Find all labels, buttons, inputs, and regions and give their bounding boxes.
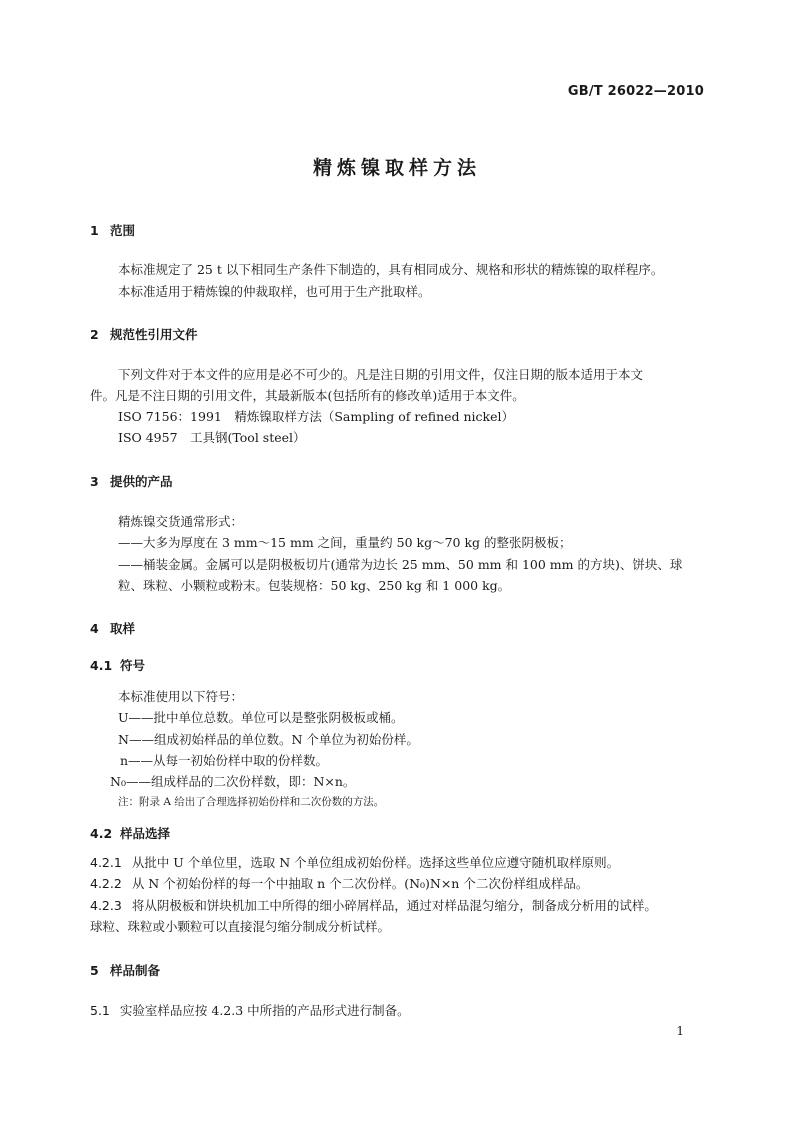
clause-text: 将从阴极板和饼块机加工中所得的细小碎屑样品，通过对样品混匀缩分，制备成分析用的试样。 [131, 898, 657, 913]
paragraph: 精炼镍交货通常形式： [118, 514, 244, 529]
clause-text: 从 N 个初始份样的每一个中抽取 n 个二次份样。(N₀)N×n 个二次份样组成样品。 [131, 876, 589, 891]
section-3-heading [90, 472, 173, 490]
clause-4-2-2 [90, 873, 706, 894]
clause-text: 从批中 U 个单位里，选取 N 个单位组成初始份样。选择这些单位应遵守随机取样原则。 [131, 855, 620, 870]
section-title: 范围 [110, 223, 136, 238]
section-5-heading [90, 961, 160, 979]
section-number: 2 [90, 327, 99, 342]
symbol-definition: n——从每一初始份样中取的份样数。 [120, 753, 329, 768]
section-number: 5 [90, 963, 99, 978]
clause-5-1 [90, 1000, 706, 1021]
section-1-heading [90, 221, 135, 239]
clause-4-2-3 [90, 895, 706, 916]
list-item: ——桶装金属。金属可以是阴极板切片(通常为边长 25 mm、50 mm 和 100 mm 的方块)、饼块、球 [118, 557, 683, 572]
subsection-title: 样品选择 [120, 826, 171, 841]
normative-reference: ISO 4957 工具钢(Tool steel） [118, 430, 306, 445]
page-number: 1 [676, 1024, 684, 1038]
subsection-title: 符号 [120, 658, 146, 673]
list-item: ——大多为厚度在 3 mm～15 mm 之间，重量约 50 kg～70 kg 的整张阴极板； [118, 535, 572, 550]
symbol-definition: U——批中单位总数。单位可以是整张阴极板或桶。 [118, 710, 404, 725]
note: 注：附录 A 给出了合理选择初始份样和二次份数的方法。 [118, 796, 385, 808]
section-4-heading [90, 619, 135, 637]
normative-reference: ISO 7156：1991 精炼镍取样方法（Sampling of refined nickel） [118, 409, 515, 424]
section-title: 规范性引用文件 [110, 327, 198, 342]
section-title: 样品制备 [110, 963, 161, 978]
paragraph: 本标准适用于精炼镍的仲裁取样，也可用于生产批取样。 [118, 284, 431, 299]
symbol-definition: N₀——组成样品的二次份样数，即：N×n。 [110, 774, 356, 789]
subsection-number: 4.1 [90, 658, 113, 673]
document-title: 精炼镍取样方法 [312, 157, 481, 179]
clause-number: 5.1 [90, 1003, 110, 1018]
paragraph: 本标准使用以下符号： [118, 689, 244, 704]
list-item-continuation: 粒、珠粒、小颗粒或粉末。包装规格：50 kg、250 kg 和 1 000 kg。 [118, 578, 511, 593]
clause-4-2-1 [90, 852, 706, 873]
paragraph: 本标准规定了 25 t 以下相同生产条件下制造的，具有相同成分、规格和形状的精炼镍的取样程序。 [118, 262, 664, 277]
section-title: 取样 [110, 621, 136, 636]
clause-number: 4.2.1 [90, 855, 122, 870]
standard-code: GB/T 26022—2010 [567, 84, 704, 99]
section-2-heading [90, 325, 198, 343]
clause-continuation: 球粒、珠粒或小颗粒可以直接混匀缩分制成分析试样。 [90, 919, 391, 934]
symbol-definition: N——组成初始样品的单位数。N 个单位为初始份样。 [118, 732, 419, 747]
clause-number: 4.2.2 [90, 876, 122, 891]
section-number: 3 [90, 474, 99, 489]
clause-number: 4.2.3 [90, 898, 122, 913]
subsection-4-1-heading [90, 656, 145, 674]
paragraph-continuation: 件。凡是不注日期的引用文件，其最新版本(包括所有的修改单)适用于本文件。 [90, 388, 525, 403]
section-number: 4 [90, 621, 99, 636]
section-number: 1 [90, 223, 99, 238]
paragraph: 下列文件对于本文件的应用是必不可少的。凡是注日期的引用文件，仅注日期的版本适用于本文 [118, 367, 644, 382]
section-title: 提供的产品 [110, 474, 173, 489]
clause-text: 实验室样品应按 4.2.3 中所指的产品形式进行制备。 [119, 1003, 410, 1018]
subsection-number: 4.2 [90, 826, 113, 841]
subsection-4-2-heading [90, 824, 170, 842]
